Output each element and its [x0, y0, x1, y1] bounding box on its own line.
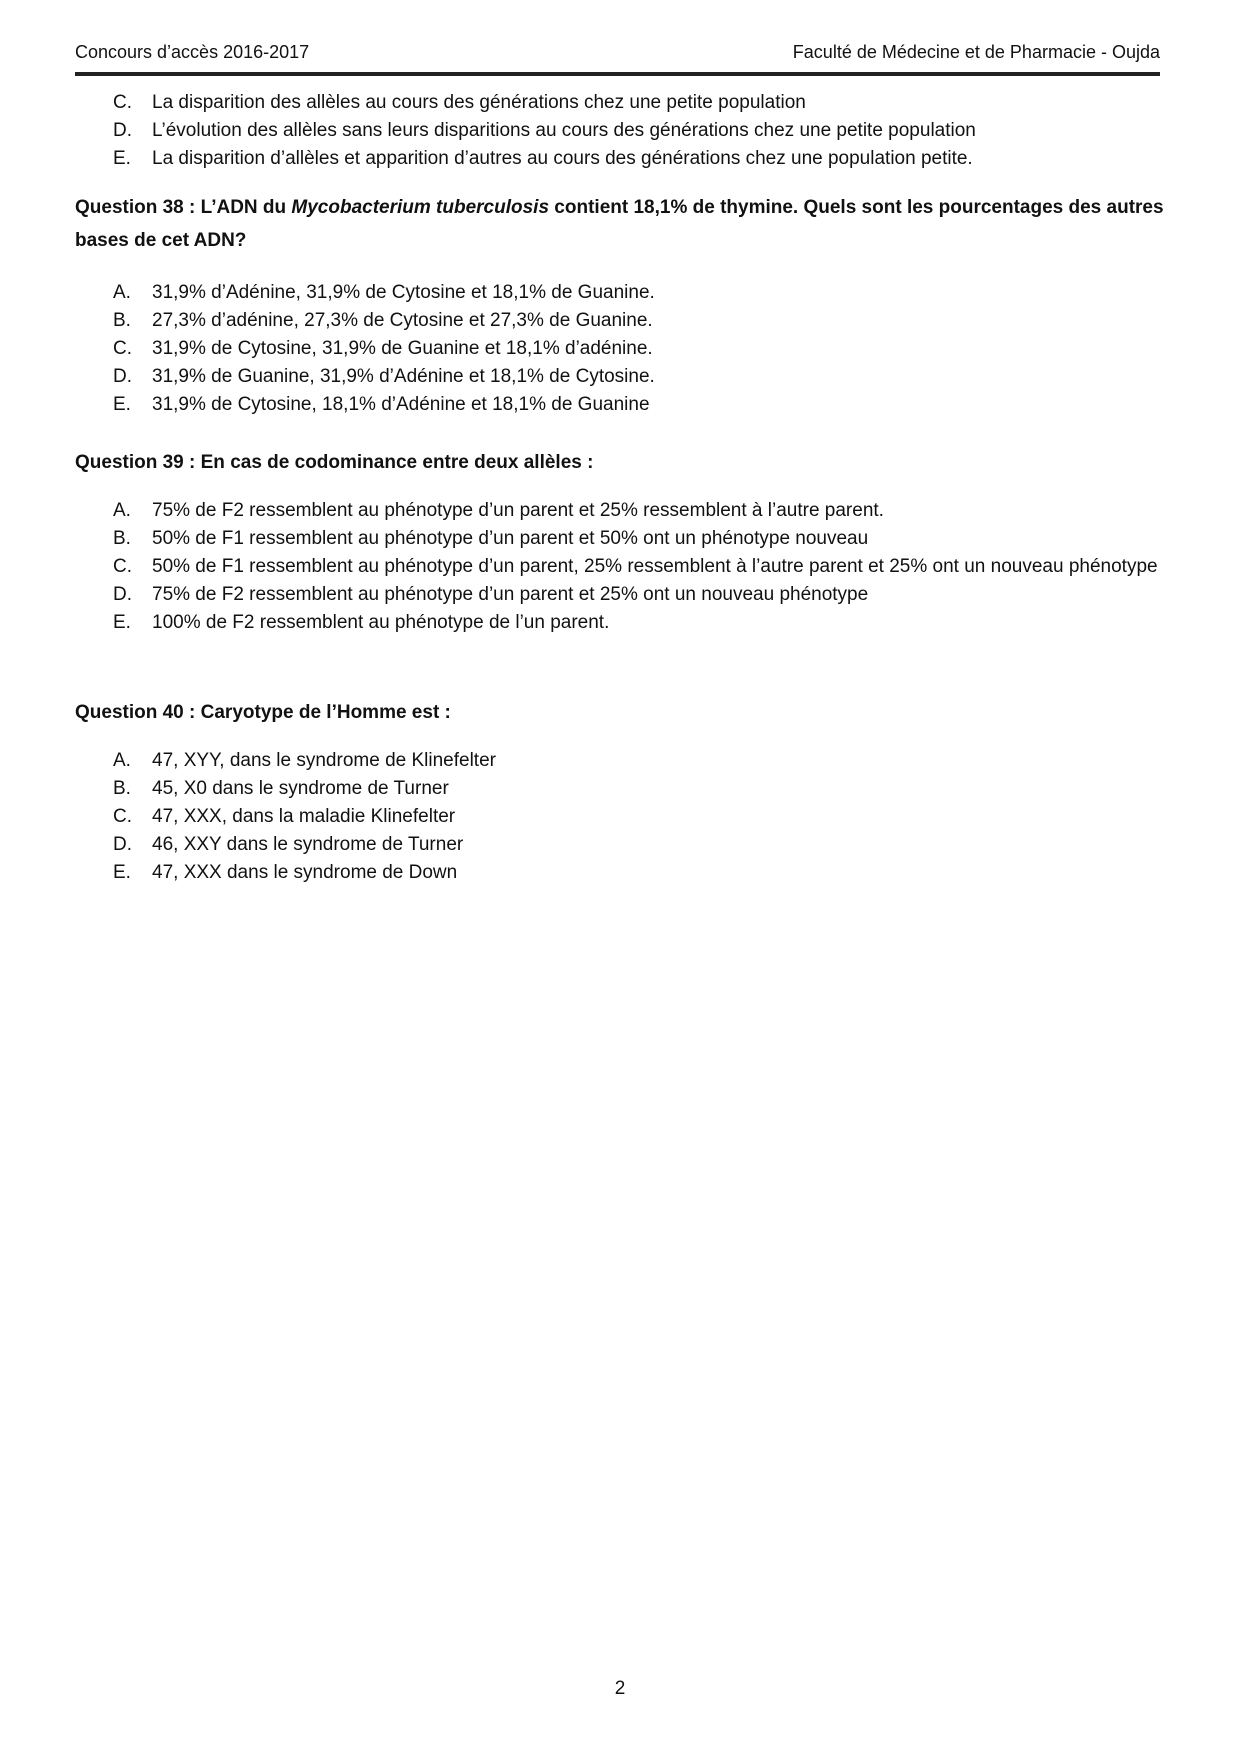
- option-text: 75% de F2 ressemblent au phénotype d’un parent et 25% ont un nouveau phénotype: [152, 584, 869, 605]
- option-letter: B.: [113, 310, 131, 331]
- answer-option: [75, 335, 1165, 363]
- continued-options: [75, 89, 1165, 173]
- option-letter: E.: [113, 394, 131, 415]
- option-letter: C.: [113, 338, 132, 359]
- answer-option: [75, 803, 1165, 831]
- question-38-prefix: Question 38 : L’ADN du: [75, 197, 292, 218]
- option-letter: D.: [113, 366, 132, 387]
- answer-option: [75, 609, 1165, 637]
- answer-option: [75, 391, 1165, 419]
- option-letter: E.: [113, 862, 131, 883]
- answer-option: [75, 279, 1165, 307]
- option-text: 31,9% de Guanine, 31,9% d’Adénine et 18,1% de Cytosine.: [152, 366, 655, 387]
- option-text: 100% de F2 ressemblent au phénotype de l’un parent.: [152, 612, 610, 633]
- option-text: 31,9% de Cytosine, 31,9% de Guanine et 18,1% d’adénine.: [152, 338, 653, 359]
- question-39: [75, 446, 1165, 637]
- answer-option: [75, 497, 1165, 525]
- option-text: 27,3% d’adénine, 27,3% de Cytosine et 27,3% de Guanine.: [152, 310, 653, 331]
- option-text: 31,9% d’Adénine, 31,9% de Cytosine et 18,1% de Guanine.: [152, 282, 655, 303]
- question-38: [75, 191, 1165, 419]
- answer-option: [75, 363, 1165, 391]
- page-header: [75, 40, 1160, 76]
- option-letter: A.: [113, 750, 131, 771]
- option-letter: C.: [113, 556, 132, 577]
- question-39-title: Question 39 : En cas de codominance entre deux allèles :: [75, 452, 594, 473]
- page-number: 2: [614, 1678, 626, 1699]
- question-38-species: Mycobacterium tuberculosis: [291, 197, 550, 218]
- option-text: 75% de F2 ressemblent au phénotype d’un parent et 25% ressemblent à l’autre parent.: [152, 500, 884, 521]
- answer-option: [75, 89, 1165, 117]
- option-text: La disparition des allèles au cours des générations chez une petite population: [152, 92, 806, 113]
- answer-option: [75, 747, 1165, 775]
- answer-option: [75, 553, 1165, 581]
- header-exam-title: Concours d’accès 2016-2017: [75, 42, 310, 62]
- answer-option: [75, 525, 1165, 553]
- question-40-title: Question 40 : Caryotype de l’Homme est :: [75, 702, 451, 723]
- answer-option: [75, 775, 1165, 803]
- option-text: 47, XXX, dans la maladie Klinefelter: [152, 806, 456, 827]
- option-letter: C.: [113, 92, 132, 113]
- option-letter: E.: [113, 148, 131, 169]
- answer-option: [75, 117, 1165, 145]
- answer-option: [75, 307, 1165, 335]
- option-text: 50% de F1 ressemblent au phénotype d’un parent, 25% ressemblent à l’autre parent et 25% ont un nouveau phénotype: [152, 556, 1158, 577]
- option-letter: D.: [113, 834, 132, 855]
- option-letter: D.: [113, 584, 132, 605]
- option-text: 46, XXY dans le syndrome de Turner: [152, 834, 464, 855]
- option-letter: C.: [113, 806, 132, 827]
- answer-option: [75, 145, 1165, 173]
- option-text: La disparition d’allèles et apparition d’autres au cours des générations chez une population petite.: [152, 148, 973, 169]
- answer-option: [75, 859, 1165, 887]
- option-text: 31,9% de Cytosine, 18,1% d’Adénine et 18,1% de Guanine: [152, 394, 650, 415]
- question-38-title: [75, 191, 1165, 257]
- header-faculty: Faculté de Médecine et de Pharmacie - Oujda: [792, 42, 1160, 62]
- question-38-suffix: contient 18,1% de thymine. Quels sont les pourcentages des autres bases de cet ADN?: [75, 197, 1164, 251]
- question-40: [75, 696, 1165, 887]
- option-text: 45, X0 dans le syndrome de Turner: [152, 778, 449, 799]
- option-letter: B.: [113, 778, 131, 799]
- option-letter: A.: [113, 500, 131, 521]
- option-text: 50% de F1 ressemblent au phénotype d’un parent et 50% ont un phénotype nouveau: [152, 528, 869, 549]
- option-letter: A.: [113, 282, 131, 303]
- answer-option: [75, 831, 1165, 859]
- option-letter: E.: [113, 612, 131, 633]
- option-text: 47, XXX dans le syndrome de Down: [152, 862, 458, 883]
- answer-option: [75, 581, 1165, 609]
- option-text: L’évolution des allèles sans leurs disparitions au cours des générations chez une petite population: [152, 120, 976, 141]
- option-letter: B.: [113, 528, 131, 549]
- option-text: 47, XYY, dans le syndrome de Klinefelter: [152, 750, 496, 771]
- option-letter: D.: [113, 120, 132, 141]
